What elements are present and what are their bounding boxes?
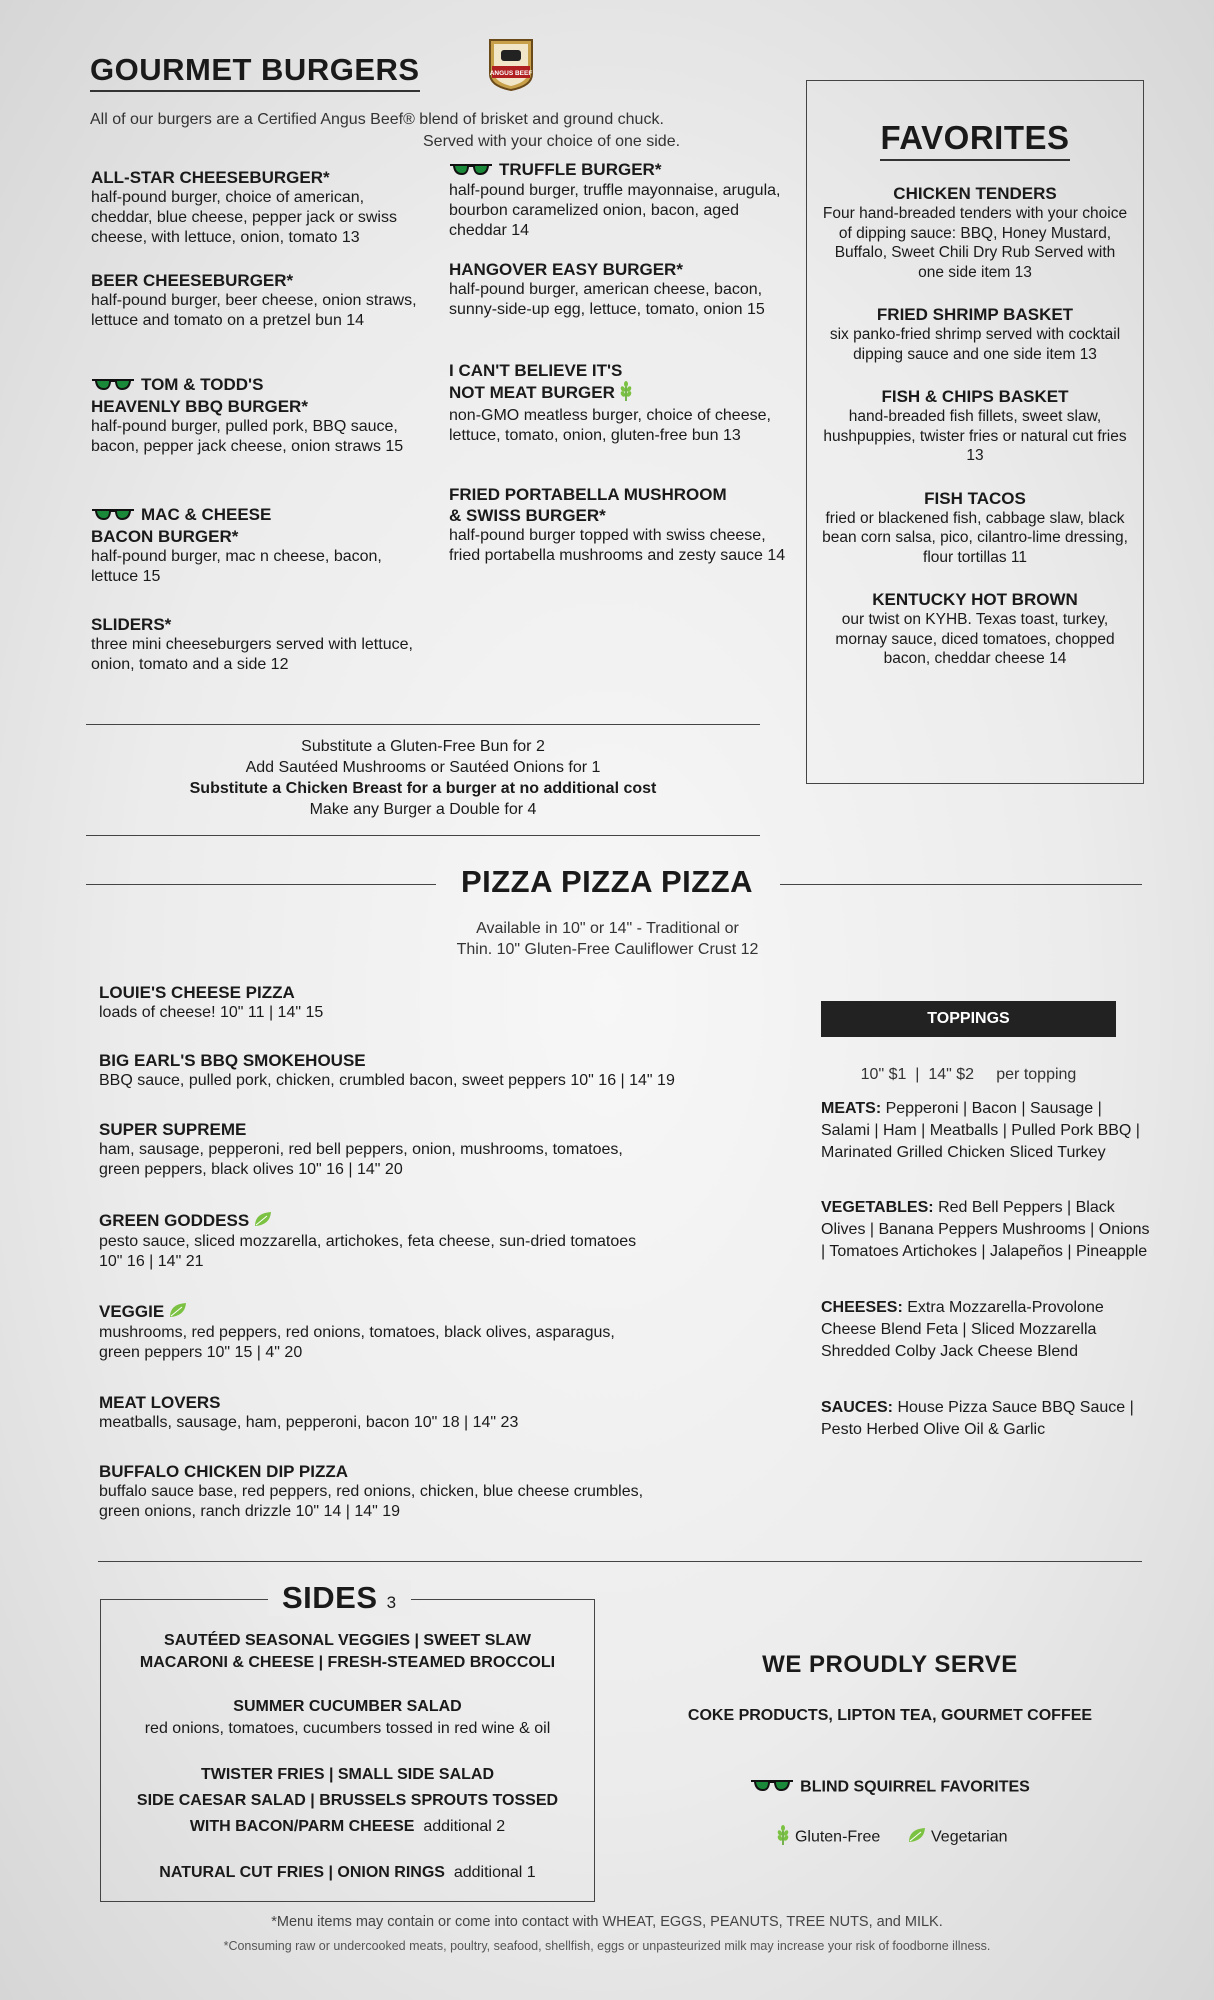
burgers-intro-side: Served with your choice of one side. xyxy=(423,133,681,150)
sides-item-line: SAUTÉED SEASONAL VEGGIES | SWEET SLAW xyxy=(164,1632,531,1649)
sides-extra-price: additional 1 xyxy=(453,1864,536,1881)
serve-items: COKE PRODUCTS, LIPTON TEA, GOURMET COFFEE xyxy=(687,1707,1093,1724)
burger-name-line1: I CAN'T BELIEVE IT'S xyxy=(449,361,623,380)
divider xyxy=(86,835,760,836)
pizza-name: BUFFALO CHICKEN DIP PIZZA xyxy=(99,1462,349,1481)
favorites-item-desc: fried or blackened fish, cabbage slaw, black bean corn salsa, pico, cilantro-lime dressing, flour tortillas 11 xyxy=(822,509,1128,566)
wheat-icon xyxy=(619,381,633,406)
pizza-desc: pesto sauce, sliced mozzarella, artichokes, feta cheese, sun-dried tomatoes 10" 16 | 14" 21 xyxy=(99,1233,637,1271)
divider xyxy=(780,884,1142,885)
sunglasses-icon xyxy=(91,505,135,526)
allergen-footnote: *Menu items may contain or come into contact with WHEAT, EGGS, PEANUTS, TREE NUTS, and MILK. xyxy=(271,1914,943,1930)
pizza-name: GREEN GODDESS xyxy=(99,1211,250,1230)
favorites-item-name: FISH & CHIPS BASKET xyxy=(881,387,1069,406)
burger-item xyxy=(91,614,421,675)
burger-item xyxy=(91,374,421,457)
sides-title-text: SIDES xyxy=(282,1580,378,1615)
wheat-icon xyxy=(776,1825,790,1850)
toppings-meats xyxy=(821,1098,1151,1164)
burger-item xyxy=(91,270,421,331)
pizza-desc: ham, sausage, pepperoni, red bell peppers, onion, mushrooms, tomatoes, green peppers, black olives 10" 16 | 14" 20 xyxy=(99,1141,623,1178)
leaf-icon xyxy=(253,1211,273,1232)
pizza-item xyxy=(99,982,739,1023)
burger-name-line2: & SWISS BURGER* xyxy=(449,506,606,525)
toppings-title: TOPPINGS xyxy=(821,1001,1116,1037)
burger-desc: three mini cheeseburgers served with lettuce, onion, tomato and a side 12 xyxy=(91,636,413,673)
pizza-item xyxy=(99,1301,639,1363)
burger-desc: half-pound burger, truffle mayonnaise, arugula, bourbon caramelized onion, bacon, aged cheddar 14 xyxy=(449,182,781,240)
pizza-item xyxy=(99,1119,639,1180)
leaf-icon xyxy=(168,1302,188,1323)
sides-group xyxy=(101,1862,594,1884)
sides-extra-price: additional 2 xyxy=(423,1818,506,1835)
substitutions xyxy=(86,736,760,820)
pizza-name: SUPER SUPREME xyxy=(99,1120,247,1139)
burger-name-line1: FRIED PORTABELLA MUSHROOM xyxy=(449,485,727,504)
consumption-footnote: *Consuming raw or undercooked meats, poultry, seafood, shellfish, eggs or unpasteurized milk may increase your risk of foodborne illness. xyxy=(223,1939,991,1953)
sides-item-line: MACARONI & CHEESE | FRESH-STEAMED BROCCOLI xyxy=(139,1654,556,1671)
favorites-title: FAVORITES xyxy=(880,119,1069,161)
burger-name-line2: HEAVENLY BBQ BURGER* xyxy=(91,397,308,417)
burger-item xyxy=(91,167,421,248)
burger-desc: half-pound burger, pulled pork, BBQ sauce, bacon, pepper jack cheese, onion straws 15 xyxy=(91,418,404,456)
burger-item xyxy=(449,259,789,320)
substitution-line: Substitute a Gluten-Free Bun for 2 xyxy=(301,738,545,755)
sides-item-line: NATURAL CUT FRIES | ONION RINGS xyxy=(159,1864,445,1881)
pizza-availability-line: Thin. 10" Gluten-Free Cauliflower Crust 12 xyxy=(456,941,759,958)
burger-name-line2: BACON BURGER* xyxy=(91,527,239,547)
burger-name: ALL-STAR CHEESEBURGER* xyxy=(91,168,330,187)
burger-desc: non-GMO meatless burger, choice of cheese, lettuce, tomato, onion, gluten-free bun 13 xyxy=(449,407,771,444)
favorites-item-desc: six panko-fried shrimp served with cocktail dipping sauce and one side item 13 xyxy=(829,326,1121,363)
burger-item xyxy=(91,504,421,587)
burger-desc: half-pound burger, beer cheese, onion straws, lettuce and tomato on a pretzel bun 14 xyxy=(91,292,417,329)
burger-desc: half-pound burger, choice of american, cheddar, blue cheese, pepper jack or swiss cheese, with lettuce, onion, tomato 13 xyxy=(91,189,397,246)
toppings-category-label: CHEESES: xyxy=(821,1299,903,1316)
burgers-intro: All of our burgers are a Certified Angus Beef® blend of brisket and ground chuck. xyxy=(90,111,664,128)
legend-favorites-label: BLIND SQUIRREL FAVORITES xyxy=(800,1778,1030,1796)
favorites-item-name: CHICKEN TENDERS xyxy=(893,184,1057,203)
favorites-item xyxy=(807,488,1143,568)
sunglasses-icon xyxy=(449,160,493,181)
favorites-item xyxy=(807,386,1143,466)
burger-name: BEER CHEESEBURGER* xyxy=(91,271,294,290)
pizza-item xyxy=(99,1210,639,1272)
sunglasses-icon xyxy=(750,1778,794,1797)
favorites-item-name: FRIED SHRIMP BASKET xyxy=(876,305,1074,324)
substitution-line: Substitute a Chicken Breast for a burger at no additional cost xyxy=(189,780,657,797)
favorites-item-desc: our twist on KYHB. Texas toast, turkey, mornay sauce, diced tomatoes, chopped bacon, cheddar cheese 14 xyxy=(835,611,1115,667)
pizza-name: LOUIE'S CHEESE PIZZA xyxy=(99,983,295,1002)
sunglasses-icon xyxy=(91,375,135,396)
favorites-item xyxy=(807,589,1143,669)
divider xyxy=(98,1561,1142,1562)
divider xyxy=(86,884,436,885)
toppings-list: Red Bell Peppers | Black Olives | Banana Peppers Mushrooms | Onions | Tomatoes Artichokes | Jalapeños | Pineapple xyxy=(821,1199,1150,1260)
legend-vegetarian-label: Vegetarian xyxy=(931,1828,1008,1846)
leaf-icon xyxy=(907,1827,927,1848)
burgers-section-title: GOURMET BURGERS xyxy=(90,52,420,92)
toppings-list: House Pizza Sauce BBQ Sauce | Pesto Herbed Olive Oil & Garlic xyxy=(821,1399,1134,1438)
sides-box xyxy=(100,1599,595,1902)
toppings-category-label: SAUCES: xyxy=(821,1399,894,1416)
burger-name: HANGOVER EASY BURGER* xyxy=(449,260,683,279)
favorites-item xyxy=(807,183,1143,282)
pizza-item xyxy=(99,1392,739,1433)
favorites-item xyxy=(807,304,1143,364)
burger-item xyxy=(449,360,789,446)
burger-name: SLIDERS* xyxy=(91,615,172,634)
pizza-name: MEAT LOVERS xyxy=(99,1393,221,1412)
pizza-section-title: PIZZA PIZZA PIZZA xyxy=(460,864,754,899)
toppings-vegetables xyxy=(821,1197,1151,1263)
pizza-item xyxy=(99,1461,659,1522)
pizza-availability xyxy=(420,918,795,960)
sides-group xyxy=(101,1696,594,1740)
burger-name: TRUFFLE BURGER* xyxy=(499,160,662,179)
toppings-category-label: MEATS: xyxy=(821,1100,882,1117)
sides-group xyxy=(101,1762,594,1840)
toppings-list: Pepperoni | Bacon | Sausage | Salami | Ham | Meatballs | Pulled Pork BBQ | Marinated Grilled Chicken Sliced Turkey xyxy=(821,1100,1140,1161)
sides-item-line: WITH BACON/PARM CHEESE xyxy=(189,1818,415,1835)
divider xyxy=(86,724,760,725)
sides-title xyxy=(268,1580,411,1616)
burger-item xyxy=(449,484,789,566)
toppings-sauces xyxy=(821,1397,1151,1441)
burger-desc: half-pound burger, mac n cheese, bacon, lettuce 15 xyxy=(91,548,382,586)
pizza-desc: BBQ sauce, pulled pork, chicken, crumbled bacon, sweet peppers 10" 16 | 14" 19 xyxy=(99,1072,675,1089)
pizza-name: BIG EARL'S BBQ SMOKEHOUSE xyxy=(99,1051,366,1070)
sides-item-line: SIDE CAESAR SALAD | BRUSSELS SPROUTS TOSSED xyxy=(136,1792,559,1809)
legend-favorites xyxy=(700,1778,1080,1797)
pizza-item xyxy=(99,1050,739,1091)
sides-item-name: SUMMER CUCUMBER SALAD xyxy=(233,1698,462,1715)
legend-gluten-free-label: Gluten-Free xyxy=(794,1828,881,1846)
pizza-desc: buffalo sauce base, red peppers, red onions, chicken, blue cheese crumbles, green onions, ranch drizzle 10" 14 | 14" 19 xyxy=(99,1483,644,1520)
certified-angus-beef-logo xyxy=(486,36,536,92)
sides-item-line: TWISTER FRIES | SMALL SIDE SALAD xyxy=(200,1766,495,1783)
serve-title: WE PROUDLY SERVE xyxy=(762,1651,1018,1678)
favorites-item-name: FISH TACOS xyxy=(924,488,1026,508)
favorites-box xyxy=(806,80,1144,784)
pizza-availability-line: Available in 10" or 14" - Traditional or xyxy=(476,920,739,937)
sides-group xyxy=(101,1630,594,1674)
pizza-desc: meatballs, sausage, ham, pepperoni, bacon 10" 18 | 14" 23 xyxy=(99,1414,519,1431)
sides-item-desc: red onions, tomatoes, cucumbers tossed in red wine & oil xyxy=(144,1720,551,1737)
pizza-desc: mushrooms, red peppers, red onions, tomatoes, black olives, asparagus, green peppers 10" 15 | 4" 20 xyxy=(99,1324,615,1362)
svg-text:ANGUS BEEF: ANGUS BEEF xyxy=(489,70,533,77)
burger-name-line1: MAC & CHEESE xyxy=(141,505,272,524)
favorites-item-desc: Four hand-breaded tenders with your choice of dipping sauce: BBQ, Honey Mustard, Buffalo, Sweet Chili Dry Rub Served with one side item 13 xyxy=(822,205,1128,281)
toppings-cheeses xyxy=(821,1297,1151,1363)
pizza-desc: loads of cheese! 10" 11 | 14" 15 xyxy=(99,1004,324,1021)
substitution-line: Add Sautéed Mushrooms or Sautéed Onions for 1 xyxy=(245,759,601,776)
burger-name-line1: TOM & TODD'S xyxy=(141,375,264,394)
toppings-list: Extra Mozzarella-Provolone Cheese Blend Feta | Sliced Mozzarella Shredded Colby Jack Cheese Blend xyxy=(821,1299,1104,1360)
substitution-line: Make any Burger a Double for 4 xyxy=(309,801,537,818)
pizza-name: VEGGIE xyxy=(99,1302,165,1321)
burger-desc: half-pound burger, american cheese, bacon, sunny-side-up egg, lettuce, tomato, onion 15 xyxy=(449,281,765,318)
burger-item xyxy=(449,159,789,241)
favorites-item-desc: hand-breaded fish fillets, sweet slaw, hushpuppies, twister fries or natural cut fries 13 xyxy=(823,408,1127,464)
toppings-price: 10" $1 | 14" $2 per topping xyxy=(860,1066,1077,1083)
sides-price: 3 xyxy=(386,1593,397,1612)
legend-diet xyxy=(700,1825,1080,1850)
favorites-item-name: KENTUCKY HOT BROWN xyxy=(872,590,1078,609)
toppings-category-label: VEGETABLES: xyxy=(821,1199,934,1216)
burger-name-line2: NOT MEAT BURGER xyxy=(449,382,615,402)
burger-desc: half-pound burger topped with swiss cheese, fried portabella mushrooms and zesty sauce 14 xyxy=(449,527,786,564)
